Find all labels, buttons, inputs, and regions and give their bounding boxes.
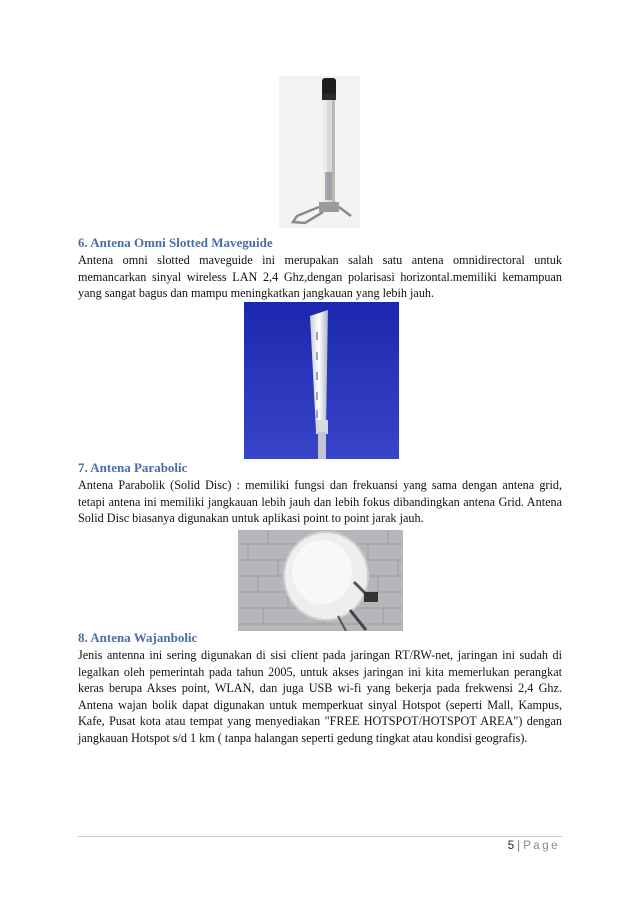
section-body: Antena omni slotted maveguide ini merupakan salah satu antena omnidirectoral untuk memancarkan sinyal wireless LAN 2,4 Ghz,dengan polarisasi horizontal.memiliki kemampuan yang sangat bagus dan mampu meningkatkan jangkauan yang lebih jauh. [78,253,562,301]
section-body: Antena Parabolik (Solid Disc) : memiliki fungsi dan frekuansi yang sama dengan antena grid, tetapi antena ini memiliki jangkauan lebih jauh dan lebih fokus dibandingkan antena Grid. Antena Solid Disc biasanya digunakan untuk aplikasi point to point jarak jauh. [78,478,562,526]
section-heading: 6. Antena Omni Slotted Maveguide [78,235,273,250]
page-footer [508,840,560,852]
page-number: 5 [507,840,515,852]
section-heading: 7. Antena Parabolic [78,460,188,475]
footer-separator: | [517,840,521,852]
section-heading: 8. Antena Wajanbolic [78,630,198,645]
slotted-antenna-photo [244,302,399,459]
omni-antenna-photo [279,76,360,228]
section-body: Jenis antenna ini sering digunakan di sisi client pada jaringan RT/RW-net, jaringan ini sudah di legalkan oleh pemerintah pada tahun 2005, untuk akses jaringan ini kita memerlukan perangkat keras berupa Akses point, WLAN, dan juga USB wi-fi yang bekerja pada frekwensi 2,4 Ghz. Antena wajan bolik dapat digunakan untuk memperkuat sinyal Hotspot (seperti Mall, Kampus, Kafe, Pusat kota atau tempat yang menyediakan "FREE HOTSPOT/HOTSPOT AREA") dengan jangkauan Hotspot s/d 1 km ( tanpa halangan seperti gedung tingkat atau kondisi geografis). [78,648,562,745]
parabolic-dish-photo [238,530,403,631]
page-label: Page [523,840,560,852]
footer-divider [78,836,562,837]
